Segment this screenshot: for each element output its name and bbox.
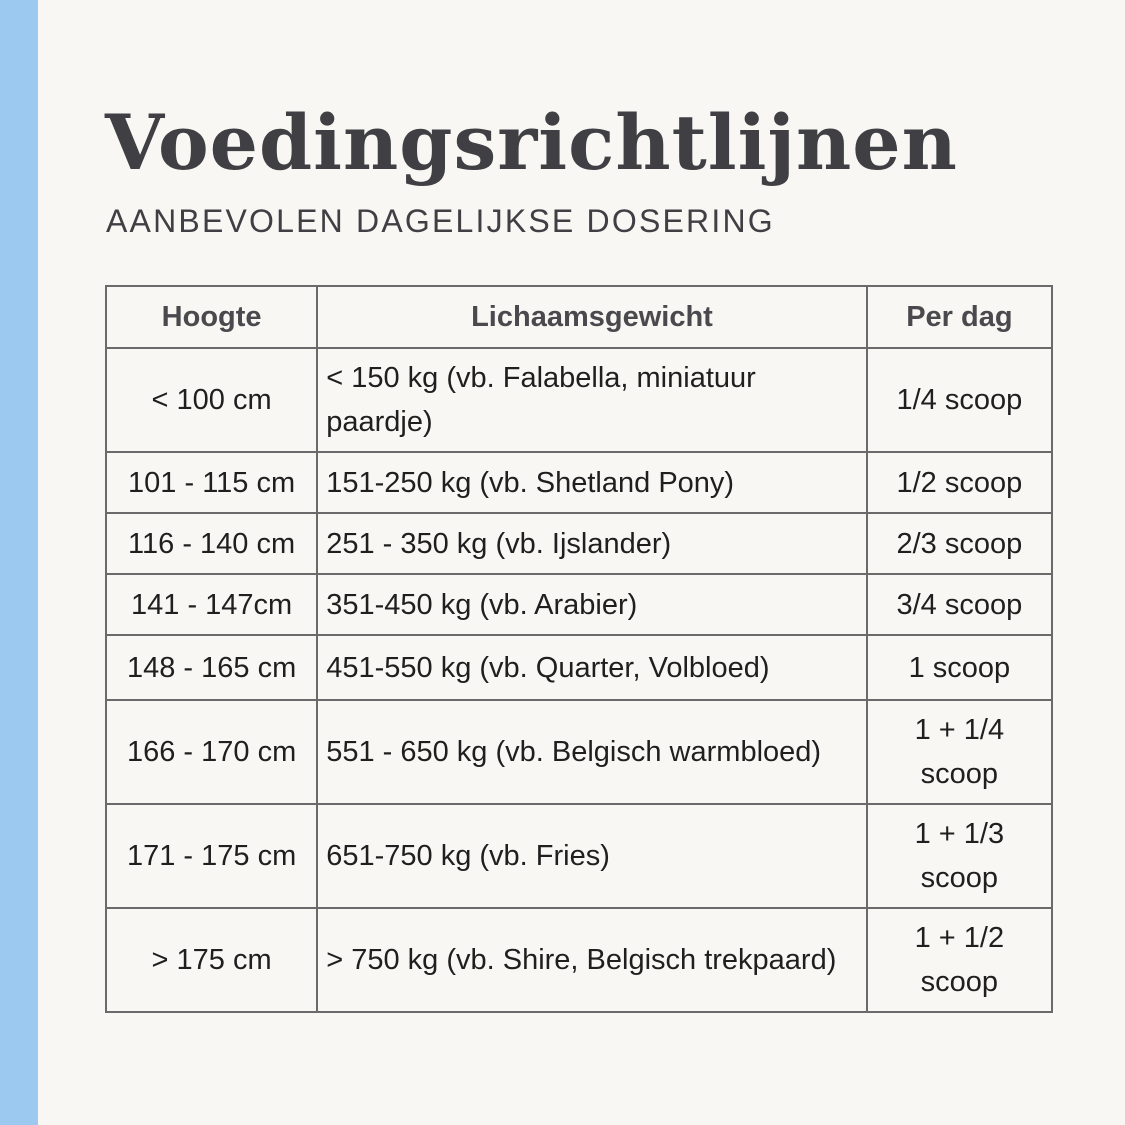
cell-gewicht: 151-250 kg (vb. Shetland Pony) <box>317 452 867 513</box>
cell-per-dag: 1/2 scoop <box>867 452 1052 513</box>
cell-gewicht: 451-550 kg (vb. Quarter, Volbloed) <box>317 635 867 700</box>
header-lichaamsgewicht: Lichaamsgewicht <box>317 286 867 348</box>
table-header-row <box>106 286 1052 348</box>
cell-per-dag: 1 + 1/2 scoop <box>867 908 1052 1012</box>
accent-bar <box>0 0 38 1125</box>
cell-hoogte: < 100 cm <box>106 348 317 452</box>
cell-gewicht: 251 - 350 kg (vb. Ijslander) <box>317 513 867 574</box>
cell-gewicht: < 150 kg (vb. Falabella, miniatuur paardje) <box>317 348 867 452</box>
header-per-dag: Per dag <box>867 286 1052 348</box>
table-row <box>106 635 1052 700</box>
table-row <box>106 574 1052 635</box>
cell-per-dag: 1/4 scoop <box>867 348 1052 452</box>
cell-hoogte: 148 - 165 cm <box>106 635 317 700</box>
cell-hoogte: > 175 cm <box>106 908 317 1012</box>
table-row <box>106 700 1052 804</box>
cell-hoogte: 171 - 175 cm <box>106 804 317 908</box>
cell-hoogte: 141 - 147cm <box>106 574 317 635</box>
table-row <box>106 513 1052 574</box>
dosage-table <box>105 285 1053 1013</box>
cell-gewicht: 551 - 650 kg (vb. Belgisch warmbloed) <box>317 700 867 804</box>
table-row <box>106 804 1052 908</box>
cell-per-dag: 2/3 scoop <box>867 513 1052 574</box>
cell-hoogte: 116 - 140 cm <box>106 513 317 574</box>
cell-per-dag: 3/4 scoop <box>867 574 1052 635</box>
cell-hoogte: 101 - 115 cm <box>106 452 317 513</box>
cell-gewicht: 651-750 kg (vb. Fries) <box>317 804 867 908</box>
cell-hoogte: 166 - 170 cm <box>106 700 317 804</box>
page-subtitle: AANBEVOLEN DAGELIJKSE DOSERING <box>106 203 775 239</box>
table-row <box>106 908 1052 1012</box>
table-row <box>106 452 1052 513</box>
cell-gewicht: 351-450 kg (vb. Arabier) <box>317 574 867 635</box>
cell-per-dag: 1 + 1/4 scoop <box>867 700 1052 804</box>
page-title: Voedingsrichtlijnen <box>105 98 958 187</box>
header-hoogte: Hoogte <box>106 286 317 348</box>
cell-gewicht: > 750 kg (vb. Shire, Belgisch trekpaard) <box>317 908 867 1012</box>
table-row <box>106 348 1052 452</box>
cell-per-dag: 1 + 1/3 scoop <box>867 804 1052 908</box>
cell-per-dag: 1 scoop <box>867 635 1052 700</box>
